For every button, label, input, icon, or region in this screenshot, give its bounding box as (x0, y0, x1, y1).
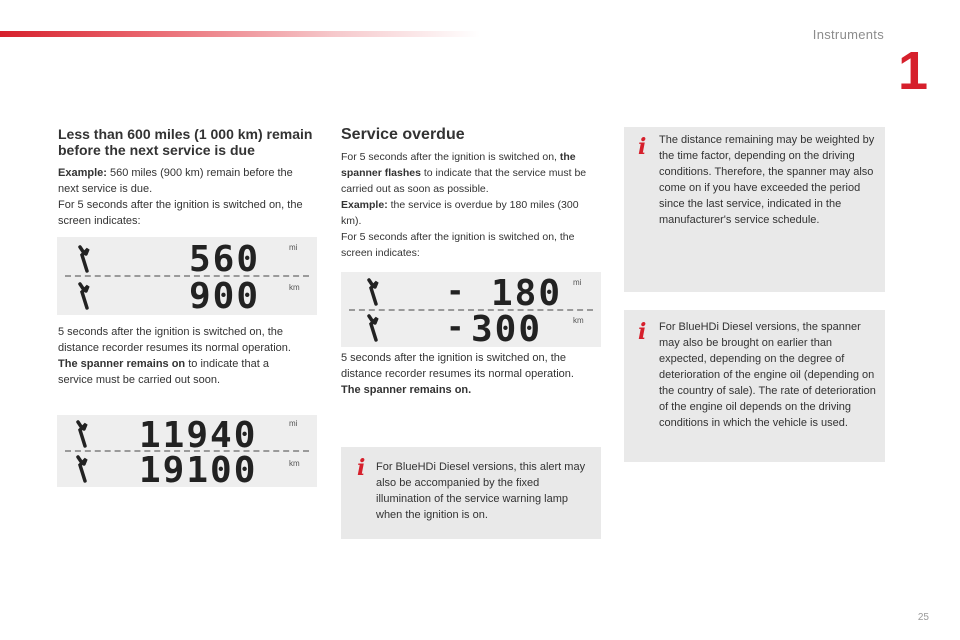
display-top-value: 11940 (139, 415, 258, 456)
left-para2-end: to indicate that a service must be carried out soon. (58, 358, 269, 386)
right-info-box-1 (624, 127, 885, 292)
wrench-icon (77, 245, 95, 273)
middle-para1-start: For 5 seconds after the ignition is switched on, (341, 151, 560, 163)
middle-para3 (341, 350, 586, 398)
right-info1-text: The distance remaining may be weighted by the time factor, depending on the driving conditions. Therefore, the spanner may also come on if you have exceeded the period since the last service, indicated in the manufacturer's service schedule. (659, 134, 875, 226)
section-name: Instruments (812, 27, 884, 42)
info-icon: i (357, 455, 366, 481)
display-bottom-minus: - (449, 310, 462, 345)
wrench-icon (366, 278, 384, 306)
middle-example-text: the service is overdue by 180 miles (300 km). (341, 199, 579, 227)
display-top-unit: mi (573, 278, 582, 287)
middle-para1-bold: the spanner flashes (341, 151, 576, 179)
wrench-icon (366, 314, 384, 342)
display-top-value: 560 (189, 239, 261, 280)
wrench-icon (75, 420, 93, 448)
header-accent-bar (0, 31, 480, 37)
middle-info-text: For BlueHDi Diesel versions, this alert may also be accompanied by the fixed illumination of the service warning lamp when the ignition is on. (376, 461, 586, 521)
display-divider (65, 275, 309, 277)
middle-example-label: Example: (341, 199, 388, 211)
middle-para3-start: 5 seconds after the ignition is switched on, the distance recorder resumes its normal operation. (341, 352, 574, 380)
middle-para3-bold: The spanner remains on. (341, 384, 472, 396)
right-info2-text: For BlueHDi Diesel versions, the spanner may also be brought on earlier than expected, depending on the degree of deterioration of the engine oil (depending on the country of sale). The rate of deterioration of the engine oil depends on the driving conditions in which the vehicle is used. (659, 321, 876, 429)
display-bottom-value: 19100 (139, 450, 258, 491)
display-panel-560 (57, 237, 317, 315)
display-top-unit: mi (289, 419, 298, 428)
middle-para2: For 5 seconds after the ignition is switched on, the screen indicates: (341, 231, 575, 259)
middle-example (341, 197, 591, 229)
display-top-minus: - (449, 274, 462, 309)
display-panel-overdue (341, 272, 601, 350)
left-para1: For 5 seconds after the ignition is switched on, the screen indicates: (58, 199, 303, 227)
display-bottom-value: 300 (471, 309, 543, 350)
middle-para1-end: to indicate that the service must be carried out as soon as possible. (341, 167, 587, 195)
display-top-value: 180 (491, 273, 563, 314)
left-para2-bold: The spanner remains on (58, 358, 186, 370)
display-bottom-unit: km (573, 316, 584, 325)
wrench-icon (75, 455, 93, 483)
left-heading: Less than 600 miles (1 000 km) remain before the next service is due (58, 126, 313, 158)
display-bottom-unit: km (289, 459, 300, 468)
info-icon: i (638, 319, 647, 345)
display-bottom-unit: km (289, 283, 300, 292)
middle-para1 (341, 149, 603, 197)
display-top-unit: mi (289, 243, 298, 252)
wrench-icon (77, 282, 95, 310)
left-para2 (58, 324, 303, 388)
display-bottom-value: 900 (189, 276, 261, 317)
middle-info-box (341, 447, 601, 539)
left-example-para (58, 165, 308, 197)
page-number: 25 (917, 612, 929, 623)
left-para2-start: 5 seconds after the ignition is switched on, the distance recorder resumes its normal operation. (58, 326, 291, 354)
display-panel-11940 (57, 415, 317, 491)
left-example-label: Example: (58, 167, 107, 179)
info-icon: i (638, 134, 647, 160)
chapter-number: 1 (897, 41, 928, 101)
middle-heading: Service overdue (341, 126, 465, 143)
right-info-box-2 (624, 310, 885, 462)
left-example-text: 560 miles (900 km) remain before the next service is due. (58, 167, 293, 195)
